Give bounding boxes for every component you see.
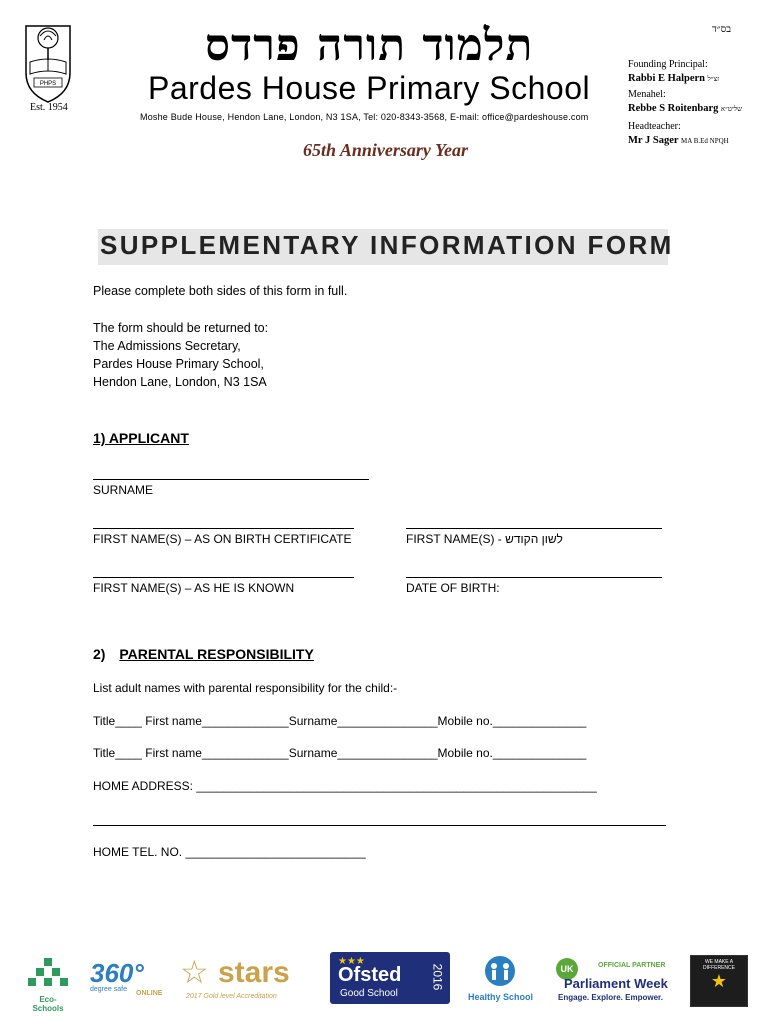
section-title: PARENTAL RESPONSIBILITY xyxy=(119,646,314,662)
ofsted-year: 2016 xyxy=(430,963,445,991)
anniversary-banner: 65th Anniversary Year xyxy=(303,140,469,160)
healthy-school-icon xyxy=(463,955,538,987)
staff-role: Founding Principal: xyxy=(628,59,708,70)
home-address-line-2[interactable] xyxy=(93,825,666,826)
360-online-text: ONLINE xyxy=(136,990,163,997)
ofsted-stars-icon: ★★★ xyxy=(338,956,365,967)
ofsted-subtext: Good School xyxy=(340,988,398,999)
parental-instruction: List adult names with parental responsibility for the child:- xyxy=(93,681,398,695)
return-address-block xyxy=(93,319,268,391)
parliament-week-text: Parliament Week xyxy=(564,976,668,991)
first-name-birth-cert-field[interactable] xyxy=(93,528,354,529)
parent-row-2[interactable]: Title____ First name_____________Surname_______________Mobile no.______________ xyxy=(93,746,587,760)
established-year: Est. 1954 xyxy=(30,102,68,113)
staff-headteacher xyxy=(628,120,729,148)
staff-suffix: שליט״א xyxy=(720,105,743,113)
we-make-a-difference-badge xyxy=(690,955,748,1007)
bsd-mark: בס״ד xyxy=(712,24,732,35)
official-partner-text: OFFICIAL PARTNER xyxy=(598,962,666,969)
360-degree-safe-logo xyxy=(90,960,170,1004)
section-number: 2) xyxy=(93,646,106,662)
home-address-field[interactable]: HOME ADDRESS: ____________________________________________________________ xyxy=(93,779,597,793)
date-of-birth-field[interactable] xyxy=(406,577,662,578)
360-text: 360° xyxy=(90,958,144,988)
intro-text: Please complete both sides of this form in full. xyxy=(93,284,348,298)
parent-row-1[interactable]: Title____ First name_____________Surname_______________Mobile no.______________ xyxy=(93,714,587,728)
stars-subtext: 2017 Gold level Accreditation xyxy=(186,993,277,1000)
ofsted-text: Ofsted xyxy=(338,964,402,986)
return-line: The form should be returned to: xyxy=(93,321,269,335)
staff-menahel xyxy=(628,88,742,116)
staff-name: Rabbi E Halpern xyxy=(628,73,706,84)
ofsted-good-school-logo xyxy=(330,952,450,1004)
surname-label: SURNAME xyxy=(93,483,154,497)
stars-accreditation-logo xyxy=(180,955,310,1003)
eco-schools-text: Eco-Schools xyxy=(32,995,64,1013)
staff-name: Rebbe S Roitenbarg xyxy=(628,103,719,114)
first-name-known-label: FIRST NAME(S) – AS HE IS KNOWN xyxy=(93,581,295,595)
staff-founding-principal xyxy=(628,58,719,86)
first-name-hebrew-field[interactable] xyxy=(406,528,662,529)
home-tel-field[interactable]: HOME TEL. NO. ___________________________ xyxy=(93,845,366,859)
star-icon: ☆ xyxy=(180,954,209,990)
school-name: Pardes House Primary School xyxy=(148,70,591,106)
hebrew-school-name: תלמוד תורה פרדס xyxy=(205,20,534,71)
return-line: Pardes House Primary School, xyxy=(93,357,264,371)
return-line: The Admissions Secretary, xyxy=(93,339,241,353)
surname-field[interactable] xyxy=(93,479,369,480)
staff-role: Menahel: xyxy=(628,89,666,100)
school-crest-logo xyxy=(18,18,78,104)
first-name-birth-cert-label: FIRST NAME(S) – AS ON BIRTH CERTIFICATE xyxy=(93,532,352,546)
uk-badge: UK xyxy=(556,958,578,980)
healthy-school-text: Healthy School xyxy=(467,992,533,1002)
staff-suffix: MA B.Ed NPQH xyxy=(681,137,729,145)
section-applicant-heading: 1) APPLICANT xyxy=(93,430,189,446)
stars-text: stars xyxy=(218,956,290,989)
healthy-school-logo xyxy=(463,955,538,1003)
uk-parliament-week-logo xyxy=(556,958,670,1006)
crest-initials: PHPS xyxy=(39,81,57,87)
date-of-birth-label: DATE OF BIRTH: xyxy=(406,581,500,595)
360-subtext: degree safe xyxy=(90,986,127,993)
difference-text: WE MAKE A DIFFERENCE xyxy=(703,959,735,971)
eco-schools-logo xyxy=(24,956,72,1013)
staff-role: Headteacher: xyxy=(628,121,681,132)
form-title: SUPPLEMENTARY INFORMATION FORM xyxy=(100,230,674,260)
parliament-week-subtext: Engage. Explore. Empower. xyxy=(558,993,663,1002)
staff-name: Mr J Sager xyxy=(628,135,679,146)
difference-star-icon: ★ xyxy=(710,971,728,991)
school-address: Moshe Bude House, Hendon Lane, London, N3 1SA, Tel: 020-8343-3568, E-mail: office@pardeshouse.com xyxy=(140,112,589,122)
return-line: Hendon Lane, London, N3 1SA xyxy=(93,375,267,389)
staff-suffix: זצ״ל xyxy=(707,75,720,83)
first-name-hebrew-label: FIRST NAME(S) - לשון הקודש xyxy=(406,532,563,546)
section-parental-heading xyxy=(93,646,314,662)
first-name-known-field[interactable] xyxy=(93,577,354,578)
